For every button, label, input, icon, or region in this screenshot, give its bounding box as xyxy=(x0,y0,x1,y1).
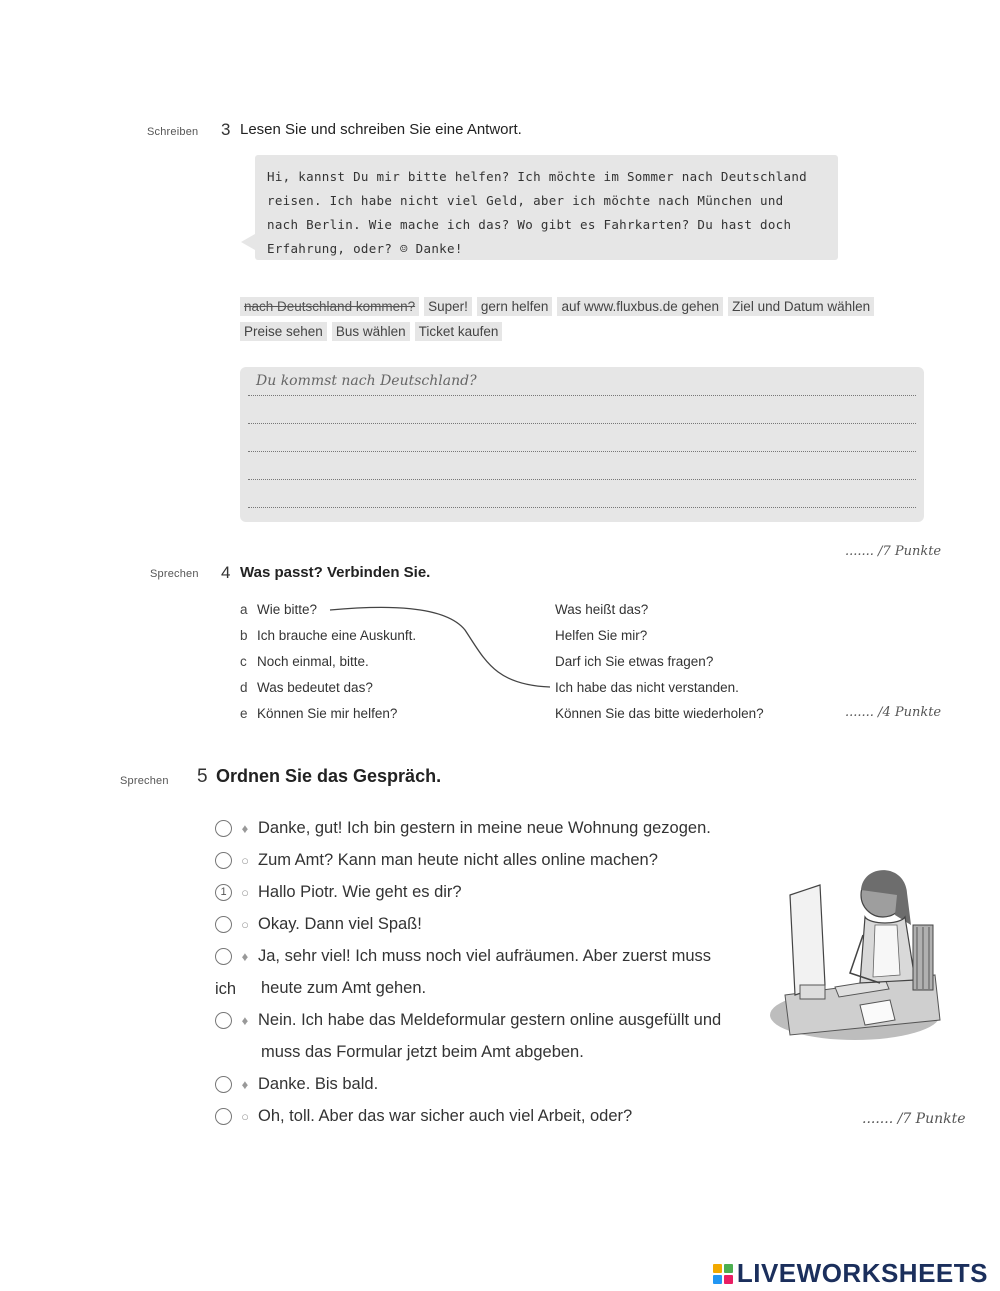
phrase-chip: Ziel und Datum wählen xyxy=(728,297,874,316)
speaker-icon: ○ xyxy=(241,884,249,900)
item-text: Was bedeutet das? xyxy=(257,680,373,695)
item-letter: b xyxy=(240,628,248,643)
bubble-tail xyxy=(241,234,255,250)
order-circle[interactable]: 1 xyxy=(215,884,232,901)
person-at-computer-illustration xyxy=(765,855,945,1045)
ex3-side-label: Schreiben xyxy=(147,126,199,138)
ex3-title: Lesen Sie und schreiben Sie eine Antwort. xyxy=(240,121,522,138)
ex3-number: 3 xyxy=(221,120,231,139)
writing-line xyxy=(248,507,916,508)
writing-line xyxy=(248,479,916,480)
dialogue-line-continuation: muss das Formular jetzt beim Amt abgeben. xyxy=(261,1043,584,1061)
logo-mark-icon xyxy=(713,1264,733,1284)
answer-area[interactable] xyxy=(240,367,924,522)
ex5-points: ....... /7 Punkte xyxy=(862,1111,966,1127)
writing-line xyxy=(248,451,916,452)
dialogue-text: Zum Amt? Kann man heute nicht alles online machen? xyxy=(258,851,658,869)
dialogue-text: Nein. Ich habe das Meldeformular gestern online ausgefüllt und xyxy=(258,1011,722,1029)
speaker-icon: ○ xyxy=(241,1108,249,1124)
speaker-icon: ○ xyxy=(241,916,249,932)
match-right-item[interactable]: Ich habe das nicht verstanden. xyxy=(555,680,739,695)
order-circle[interactable] xyxy=(215,916,232,933)
message-line: nach Berlin. Wie mache ich das? Wo gibt es Fahrkarten? Du hast doch xyxy=(267,217,792,232)
logo-square xyxy=(713,1264,722,1273)
phrase-chip: Ticket kaufen xyxy=(415,322,503,341)
dialogue-line xyxy=(215,1004,735,1036)
ex4-side-label: Sprechen xyxy=(150,568,199,580)
phrase-chip: auf www.fluxbus.de gehen xyxy=(557,297,723,316)
phrase-chip: Preise sehen xyxy=(240,322,327,341)
item-text: Wie bitte? xyxy=(257,602,318,617)
order-circle[interactable] xyxy=(215,852,232,869)
match-left-item[interactable] xyxy=(240,701,480,727)
ex4-number: 4 xyxy=(221,563,231,582)
phrase-chip: gern helfen xyxy=(477,297,553,316)
ex5-title: Ordnen Sie das Gespräch. xyxy=(216,766,442,786)
item-letter: a xyxy=(240,602,248,617)
speaker-icon: ♦ xyxy=(241,948,249,964)
dialogue-line xyxy=(215,1068,735,1100)
match-right-item[interactable]: Darf ich Sie etwas fragen? xyxy=(555,654,714,669)
item-letter: d xyxy=(240,680,248,695)
connecting-line xyxy=(325,600,560,695)
match-right-item[interactable]: Können Sie das bitte wiederholen? xyxy=(555,706,764,721)
item-text: Können Sie mir helfen? xyxy=(257,706,398,721)
phrase-chip: Bus wählen xyxy=(332,322,410,341)
ex3-points: ....... /7 Punkte xyxy=(845,544,942,559)
logo-square xyxy=(724,1275,733,1284)
order-circle[interactable] xyxy=(215,820,232,837)
match-right-column xyxy=(555,597,815,727)
order-circle[interactable] xyxy=(215,1108,232,1125)
item-text: Noch einmal, bitte. xyxy=(257,654,369,669)
dialogue-line xyxy=(215,844,735,876)
liveworksheets-logo xyxy=(713,1258,988,1289)
dialogue-text: Danke, gut! Ich bin gestern in meine neue Wohnung gezogen. xyxy=(258,819,711,837)
writing-line xyxy=(248,423,916,424)
dialogue-text: Ja, sehr viel! Ich muss noch viel aufräumen. Aber zuerst muss ich xyxy=(215,947,712,998)
dialogue-line xyxy=(215,876,735,908)
match-right-item[interactable]: Helfen Sie mir? xyxy=(555,628,648,643)
item-letter: e xyxy=(240,706,248,721)
item-text: Ich brauche eine Auskunft. xyxy=(257,628,417,643)
ex5-side-label: Sprechen xyxy=(120,775,169,787)
speaker-icon: ♦ xyxy=(241,1012,249,1028)
dialogue-text: Oh, toll. Aber das war sicher auch viel Arbeit, oder? xyxy=(258,1107,633,1125)
message-line: Hi, kannst Du mir bitte helfen? Ich möchte im Sommer nach Deutschland xyxy=(267,169,807,184)
message-line: reisen. Ich habe nicht viel Geld, aber ich möchte nach München und xyxy=(267,193,784,208)
dialogue-text: Hallo Piotr. Wie geht es dir? xyxy=(258,883,462,901)
logo-square xyxy=(713,1275,722,1284)
dialogue-text: Danke. Bis bald. xyxy=(258,1075,379,1093)
dialogue-line-continuation: heute zum Amt gehen. xyxy=(261,979,427,997)
message-line: Erfahrung, oder? ☺ Danke! xyxy=(267,241,463,256)
phrase-chips xyxy=(240,297,930,347)
answer-example: Du kommst nach Deutschland? xyxy=(256,373,477,389)
match-right-item[interactable]: Was heißt das? xyxy=(555,602,649,617)
item-letter: c xyxy=(240,654,247,669)
speaker-icon: ♦ xyxy=(241,1076,249,1092)
ex4-title: Was passt? Verbinden Sie. xyxy=(240,564,431,581)
dialogue-line xyxy=(215,908,735,940)
phrase-chip: Super! xyxy=(424,297,472,316)
logo-square xyxy=(724,1264,733,1273)
message-bubble xyxy=(255,155,838,260)
phrase-chip: nach Deutschland kommen? xyxy=(240,297,419,316)
writing-line xyxy=(248,395,916,396)
ex4-points: ....... /4 Punkte xyxy=(845,705,942,720)
dialogue-line xyxy=(215,1100,735,1132)
ex5-number: 5 xyxy=(197,766,208,787)
speaker-icon: ♦ xyxy=(241,820,249,836)
speaker-icon: ○ xyxy=(241,852,249,868)
dialogue-line xyxy=(215,812,735,844)
order-circle[interactable] xyxy=(215,1076,232,1093)
order-circle[interactable] xyxy=(215,948,232,965)
dialogue-text: Okay. Dann viel Spaß! xyxy=(258,915,422,933)
logo-text: LIVEWORKSHEETS xyxy=(736,1258,988,1288)
dialogue-list xyxy=(215,812,735,1132)
order-circle[interactable] xyxy=(215,1012,232,1029)
